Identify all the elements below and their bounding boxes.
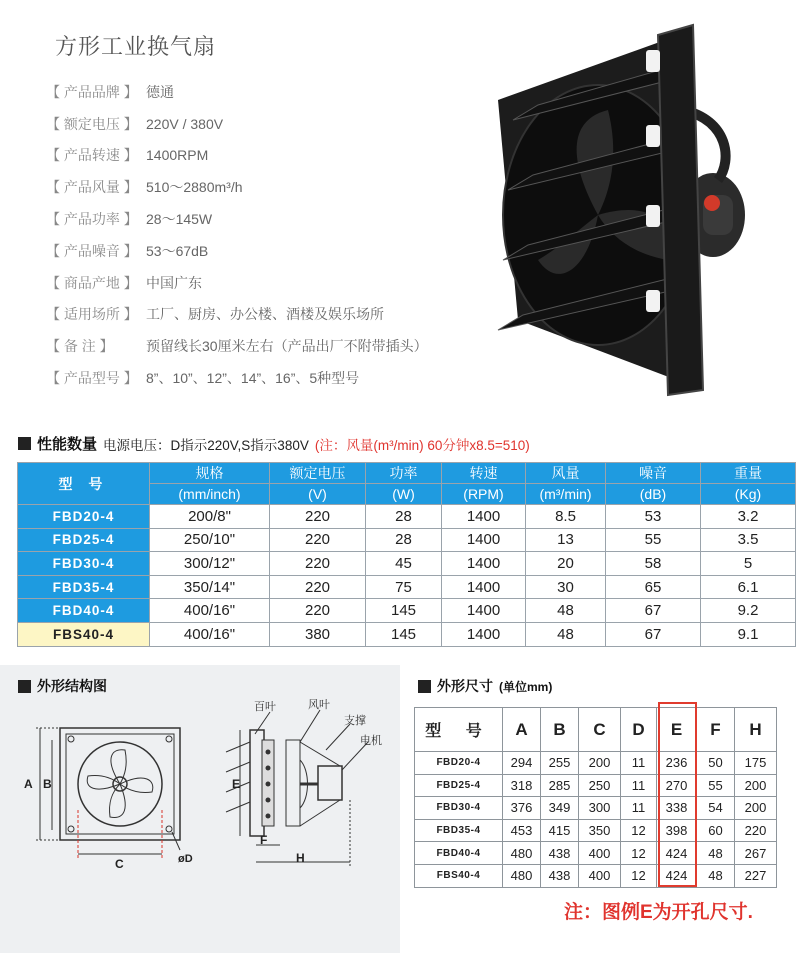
table-cell: 75 [366, 575, 442, 599]
label-fengye: 风叶 [308, 698, 330, 711]
table-cell: 220 [270, 552, 366, 576]
col-header: 功率 [366, 463, 442, 484]
table-cell: 12 [621, 842, 657, 865]
model-cell: FBD30-4 [18, 552, 150, 576]
model-cell: FBD40-4 [18, 599, 150, 623]
spec-label: 【 适用场所 】 [46, 306, 138, 323]
label-H: H [296, 851, 305, 865]
table-cell: 376 [503, 797, 541, 820]
table-cell: 400/16" [150, 599, 270, 623]
label-baiye: 百叶 [254, 700, 276, 713]
table-row [18, 622, 796, 646]
table-cell: 250/10" [150, 528, 270, 552]
spec-value: 预留线长30厘米左右（产品出厂不附带插头） [146, 338, 428, 355]
table-cell: 8.5 [526, 505, 606, 529]
table-cell: 438 [541, 842, 579, 865]
model-cell: FBD30-4 [415, 797, 503, 820]
table-cell: 145 [366, 599, 442, 623]
model-cell: FBS40-4 [18, 622, 150, 646]
table-cell: 480 [503, 864, 541, 887]
col-header: A [503, 708, 541, 752]
table-cell: 13 [526, 528, 606, 552]
table-cell: 1400 [442, 528, 526, 552]
label-A: A [24, 777, 33, 791]
perf-header-row [18, 463, 796, 484]
col-unit: (Kg) [701, 484, 796, 505]
table-cell: 60 [697, 819, 735, 842]
table-cell: 175 [735, 752, 777, 775]
structure-title: 外形结构图 [37, 678, 107, 694]
table-cell: 45 [366, 552, 442, 576]
col-unit: (RPM) [442, 484, 526, 505]
col-unit: (mm/inch) [150, 484, 270, 505]
spec-brand [46, 76, 516, 108]
table-cell: 294 [503, 752, 541, 775]
table-row [415, 774, 777, 797]
col-header: 转速 [442, 463, 526, 484]
table-cell: 20 [526, 552, 606, 576]
table-cell: 55 [697, 774, 735, 797]
label-D: øD [178, 853, 193, 865]
spec-value: 8”、10”、12”、14”、16”、5种型号 [146, 370, 360, 387]
table-row [415, 797, 777, 820]
table-cell: 58 [606, 552, 701, 576]
table-cell: 220 [270, 575, 366, 599]
table-cell: 200 [735, 797, 777, 820]
spec-voltage [46, 108, 516, 140]
table-cell: 415 [541, 819, 579, 842]
table-cell: 9.2 [701, 599, 796, 623]
spec-remark [46, 330, 516, 362]
table-cell: 220 [735, 819, 777, 842]
dims-title: 外形尺寸 [437, 678, 493, 694]
label-F: F [260, 833, 268, 847]
table-cell: 1400 [442, 552, 526, 576]
col-unit: (m³/min) [526, 484, 606, 505]
table-cell: 11 [621, 797, 657, 820]
model-cell: FBD40-4 [415, 842, 503, 865]
table-cell: 220 [270, 505, 366, 529]
spec-label: 【 备 注 】 [46, 338, 114, 355]
page-title: 方形工业换气扇 [55, 34, 217, 59]
structure-diagram [0, 690, 400, 890]
performance-table [17, 462, 796, 647]
table-cell: 48 [697, 864, 735, 887]
model-cell: FBD25-4 [18, 528, 150, 552]
spec-label: 【 产品噪音 】 [46, 242, 138, 259]
col-header: H [735, 708, 777, 752]
table-cell: 5 [701, 552, 796, 576]
model-cell: FBD20-4 [18, 505, 150, 529]
col-header: 额定电压 [270, 463, 366, 484]
table-cell: 200 [579, 752, 621, 775]
table-cell: 48 [697, 842, 735, 865]
spec-value: 510～2880m³/h [146, 179, 243, 196]
model-cell: FBD35-4 [18, 575, 150, 599]
table-cell: 200/8" [150, 505, 270, 529]
table-cell: 255 [541, 752, 579, 775]
table-row [18, 528, 796, 552]
table-cell: 11 [621, 774, 657, 797]
table-cell: 48 [526, 599, 606, 623]
model-header: 型 号 [415, 708, 503, 752]
table-cell: 48 [526, 622, 606, 646]
spec-models [46, 362, 516, 394]
table-cell: 424 [657, 842, 697, 865]
table-cell: 1400 [442, 575, 526, 599]
col-header: C [579, 708, 621, 752]
square-bullet-icon [18, 437, 31, 450]
spec-speed [46, 140, 516, 172]
spec-value: 德通 [146, 83, 174, 100]
table-cell: 3.5 [701, 528, 796, 552]
table-cell: 200 [735, 774, 777, 797]
table-cell: 220 [270, 599, 366, 623]
table-cell: 1400 [442, 599, 526, 623]
model-cell: FBD35-4 [415, 819, 503, 842]
table-cell: 318 [503, 774, 541, 797]
table-cell: 285 [541, 774, 579, 797]
table-cell: 50 [697, 752, 735, 775]
spec-power [46, 203, 516, 235]
spec-origin [46, 267, 516, 299]
label-B: B [43, 777, 52, 791]
table-cell: 6.1 [701, 575, 796, 599]
spec-list [46, 76, 516, 394]
spec-value: 28～145W [146, 211, 213, 228]
label-E: E [232, 777, 241, 791]
perf-power-note: 电源电压：D指示220V,S指示380V [103, 437, 309, 453]
table-cell: 300/12" [150, 552, 270, 576]
perf-red-note: (注：风量(m³/min) 60分钟x8.5=510) [314, 437, 530, 453]
spec-noise [46, 235, 516, 267]
table-cell: 300 [579, 797, 621, 820]
spec-airflow [46, 171, 516, 203]
model-cell: FBD20-4 [415, 752, 503, 775]
col-header: 噪音 [606, 463, 701, 484]
table-cell: 11 [621, 752, 657, 775]
spec-label: 【 产品功率 】 [46, 211, 138, 228]
table-cell: 1400 [442, 622, 526, 646]
table-cell: 400 [579, 842, 621, 865]
model-header: 型 号 [18, 463, 150, 505]
table-cell: 438 [541, 864, 579, 887]
spec-value: 53～67dB [146, 242, 209, 259]
table-cell: 267 [735, 842, 777, 865]
spec-label: 【 产品风量 】 [46, 179, 138, 196]
table-cell: 28 [366, 528, 442, 552]
spec-label: 【 产品型号 】 [46, 370, 138, 387]
product-fan-image [478, 10, 778, 400]
perf-title: 性能数量 [37, 436, 98, 453]
model-cell: FBS40-4 [415, 864, 503, 887]
col-header: F [697, 708, 735, 752]
spec-usage [46, 299, 516, 331]
dimension-table [414, 707, 777, 888]
square-bullet-icon [418, 680, 431, 693]
table-cell: 236 [657, 752, 697, 775]
spec-label: 【 产品转速 】 [46, 147, 138, 164]
table-cell: 9.1 [701, 622, 796, 646]
label-C: C [115, 857, 124, 871]
col-unit: (V) [270, 484, 366, 505]
spec-value: 中国广东 [146, 274, 202, 291]
col-unit: (dB) [606, 484, 701, 505]
spec-label: 【 额定电压 】 [46, 115, 138, 132]
table-cell: 350 [579, 819, 621, 842]
label-dianji: 电机 [360, 734, 382, 747]
col-header: B [541, 708, 579, 752]
table-cell: 30 [526, 575, 606, 599]
col-header: E [657, 708, 697, 752]
table-cell: 400 [579, 864, 621, 887]
table-cell: 227 [735, 864, 777, 887]
table-cell: 55 [606, 528, 701, 552]
table-cell: 398 [657, 819, 697, 842]
spec-value: 工厂、厨房、办公楼、酒楼及娱乐场所 [146, 306, 384, 323]
spec-label: 【 产品品牌 】 [46, 83, 138, 100]
table-cell: 270 [657, 774, 697, 797]
table-cell: 350/14" [150, 575, 270, 599]
table-cell: 53 [606, 505, 701, 529]
table-cell: 424 [657, 864, 697, 887]
col-header: D [621, 708, 657, 752]
table-cell: 3.2 [701, 505, 796, 529]
table-cell: 28 [366, 505, 442, 529]
e-column-highlight [658, 702, 697, 887]
table-cell: 12 [621, 819, 657, 842]
table-row [18, 552, 796, 576]
dims-unit: (单位mm) [499, 679, 553, 694]
table-cell: 220 [270, 528, 366, 552]
table-row [18, 599, 796, 623]
table-cell: 1400 [442, 505, 526, 529]
table-cell: 400/16" [150, 622, 270, 646]
table-cell: 145 [366, 622, 442, 646]
spec-value: 220V / 380V [146, 115, 224, 132]
table-cell: 67 [606, 622, 701, 646]
table-cell: 54 [697, 797, 735, 820]
col-header: 风量 [526, 463, 606, 484]
dims-heading [418, 676, 552, 696]
table-row [415, 842, 777, 865]
spec-label: 【 商品产地 】 [46, 274, 138, 291]
table-row [18, 505, 796, 529]
col-header: 重量 [701, 463, 796, 484]
table-row [18, 575, 796, 599]
table-row [415, 752, 777, 775]
dims-header-row [415, 708, 777, 752]
table-cell: 480 [503, 842, 541, 865]
table-cell: 380 [270, 622, 366, 646]
table-cell: 67 [606, 599, 701, 623]
table-row [415, 864, 777, 887]
label-zhicheng: 支撑 [344, 714, 366, 727]
table-row [415, 819, 777, 842]
model-cell: FBD25-4 [415, 774, 503, 797]
table-cell: 65 [606, 575, 701, 599]
table-cell: 453 [503, 819, 541, 842]
dims-note: 注：图例E为开孔尺寸. [564, 902, 753, 923]
table-cell: 349 [541, 797, 579, 820]
spec-value: 1400RPM [146, 147, 209, 164]
table-cell: 12 [621, 864, 657, 887]
table-cell: 250 [579, 774, 621, 797]
col-unit: (W) [366, 484, 442, 505]
table-cell: 338 [657, 797, 697, 820]
col-header: 规格 [150, 463, 270, 484]
perf-heading [18, 433, 530, 454]
